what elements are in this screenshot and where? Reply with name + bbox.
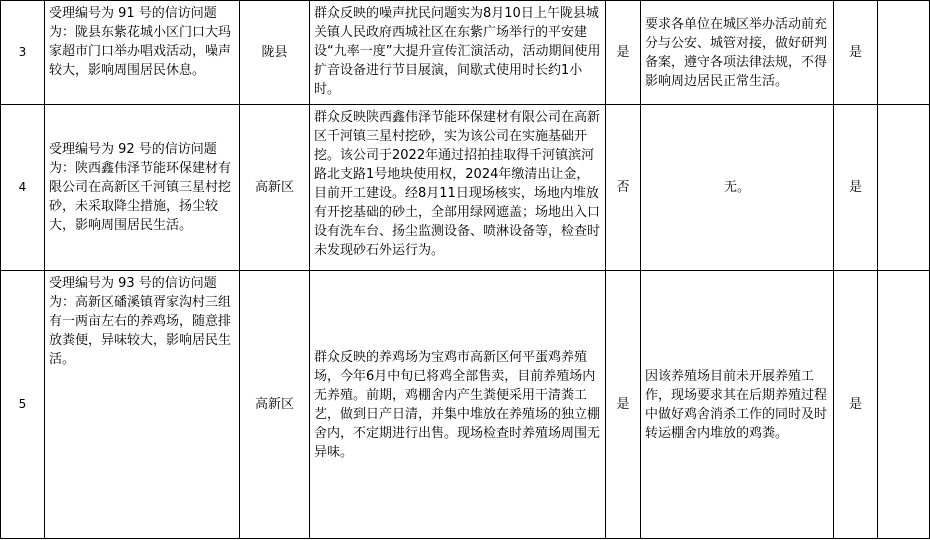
table-row xyxy=(1,105,930,271)
verified-status: 否 xyxy=(606,105,641,271)
table-row xyxy=(1,1,930,105)
table-row xyxy=(1,271,930,539)
remark xyxy=(878,105,930,271)
closed-status: 是 xyxy=(834,105,878,271)
row-number: 4 xyxy=(1,105,45,271)
investigation-finding: 群众反映的噪声扰民问题实为8月10日上午陇县城关镇人民政府西城社区在东紫广场举行的平安建设“九率一度”大提升宣传汇演活动，活动期间使用扩音设备进行节目展演，间歇式使用时长约1小时。 xyxy=(310,1,606,105)
remark xyxy=(878,271,930,539)
handling-measures: 无。 xyxy=(641,105,834,271)
remark xyxy=(878,1,930,105)
verified-status: 是 xyxy=(606,271,641,539)
region: 高新区 xyxy=(240,271,310,539)
handling-measures: 要求各单位在城区举办活动前充分与公安、城管对接，做好研判备案，遵守各项法律法规，不得影响周边居民正常生活。 xyxy=(641,1,834,105)
investigation-finding: 群众反映陕西鑫伟泽节能环保建材有限公司在高新区千河镇三星村挖砂，实为该公司在实施基础开挖。该公司于2022年通过招拍挂取得千河镇滨河路北支路1号地块使用权，2024年缴清出让金，目前开工建设。经8月11日现场核实，场地内堆放有开挖基础的砂土，全部用绿网遮盖；场地出入口设有洗车台、扬尘监测设备、喷淋设备等，检查时未发现砂石外运行为。 xyxy=(310,105,606,271)
row-number: 5 xyxy=(1,271,45,539)
verified-status: 是 xyxy=(606,1,641,105)
investigation-finding: 群众反映的养鸡场为宝鸡市高新区何平蛋鸡养殖场，今年6月中旬已将鸡全部售卖，目前养殖场内无养殖。前期，鸡棚舍内产生粪便采用干清粪工艺，做到日产日清，并集中堆放在养殖场的独立棚舍内，不定期进行出售。现场检查时养殖场周围无异味。 xyxy=(310,271,606,539)
closed-status: 是 xyxy=(834,1,878,105)
complaint-issue: 受理编号为 92 号的信访问题为：陕西鑫伟泽节能环保建材有限公司在高新区千河镇三星村挖砂，未采取降尘措施，扬尘较大，影响周围居民生活。 xyxy=(45,105,240,271)
closed-status: 是 xyxy=(834,271,878,539)
region: 高新区 xyxy=(240,105,310,271)
region: 陇县 xyxy=(240,1,310,105)
row-number: 3 xyxy=(1,1,45,105)
handling-measures: 因该养殖场目前未开展养殖工作，现场要求其在后期养殖过程中做好鸡舍消杀工作的同时及时转运棚舍内堆放的鸡粪。 xyxy=(641,271,834,539)
complaint-issue: 受理编号为 91 号的信访问题为：陇县东紫花城小区门口大玛家超市门口举办唱戏活动，噪声较大，影响周围居民休息。 xyxy=(45,1,240,105)
complaint-issue: 受理编号为 93 号的信访问题为：高新区磻溪镇胥家沟村三组有一两亩左右的养鸡场，随意排放粪便，异味较大，影响居民生活。 xyxy=(45,271,240,539)
